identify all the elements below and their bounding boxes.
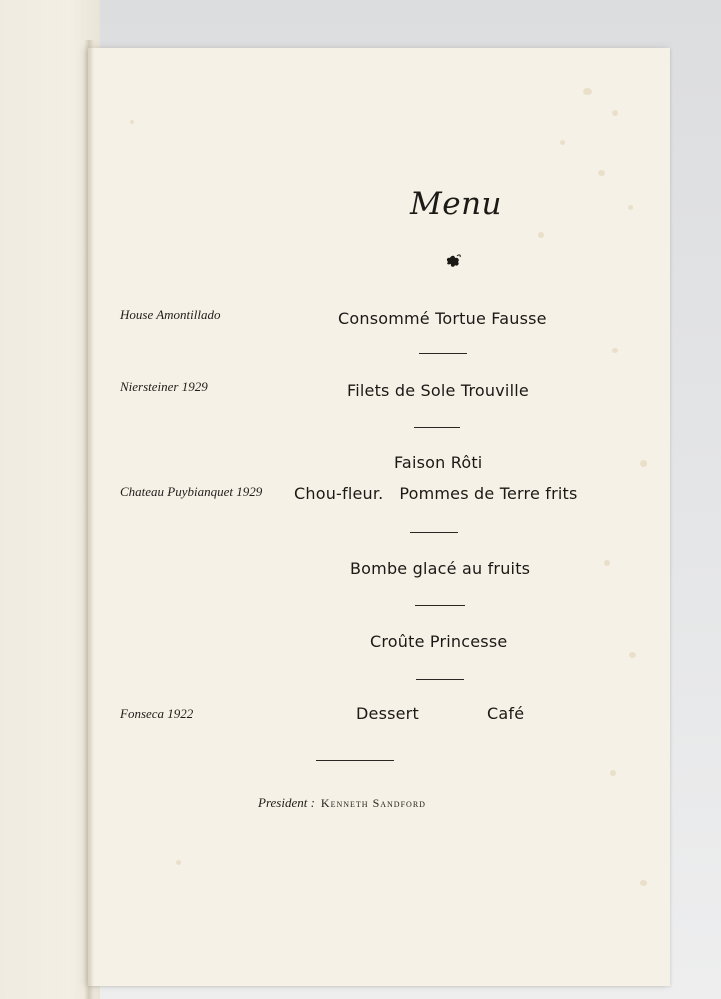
foxing-spot <box>610 770 616 776</box>
foxing-spot <box>560 140 565 145</box>
course-divider <box>410 532 458 533</box>
foxing-spot <box>176 860 181 865</box>
wine-pairing: House Amontillado <box>120 307 221 322</box>
foxing-spot <box>538 232 544 238</box>
president-label: President : <box>258 795 315 810</box>
course-divider <box>419 353 467 354</box>
menu-title: Menu <box>410 186 503 222</box>
fleuron-icon <box>445 253 463 269</box>
course-divider <box>415 605 465 606</box>
menu-dish: Filets de Sole Trouville <box>347 381 529 400</box>
page-gutter <box>84 40 94 999</box>
closing-divider <box>316 760 394 761</box>
foxing-spot <box>612 348 618 353</box>
wine-pairing: Fonseca 1922 <box>120 706 194 721</box>
foxing-spot <box>612 110 618 116</box>
foxing-spot <box>628 205 633 210</box>
foxing-spot <box>640 880 647 886</box>
menu-dish: Dessert <box>356 704 419 723</box>
foxing-spot <box>640 460 647 467</box>
foxing-spot <box>629 652 636 658</box>
foxing-spot <box>130 120 134 124</box>
wine-pairing: Chateau Puybianquet 1929 <box>120 484 263 499</box>
president-line <box>258 795 426 811</box>
wine-pairing: Niersteiner 1929 <box>120 379 208 394</box>
president-name: Kenneth Sandford <box>320 796 426 810</box>
menu-dish: Faison Rôti <box>394 453 483 472</box>
foxing-spot <box>598 170 605 176</box>
menu-dish: Croûte Princesse <box>370 632 508 651</box>
menu-dish: Café <box>487 704 525 723</box>
menu-card-page <box>88 48 670 986</box>
foxing-spot <box>583 88 592 95</box>
course-divider <box>416 679 464 680</box>
menu-dish: Chou-fleur. Pommes de Terre frits <box>294 484 578 503</box>
foxing-spot <box>604 560 610 566</box>
menu-dish: Consommé Tortue Fausse <box>338 309 547 328</box>
course-divider <box>414 427 460 428</box>
menu-dish: Bombe glacé au fruits <box>350 559 531 578</box>
